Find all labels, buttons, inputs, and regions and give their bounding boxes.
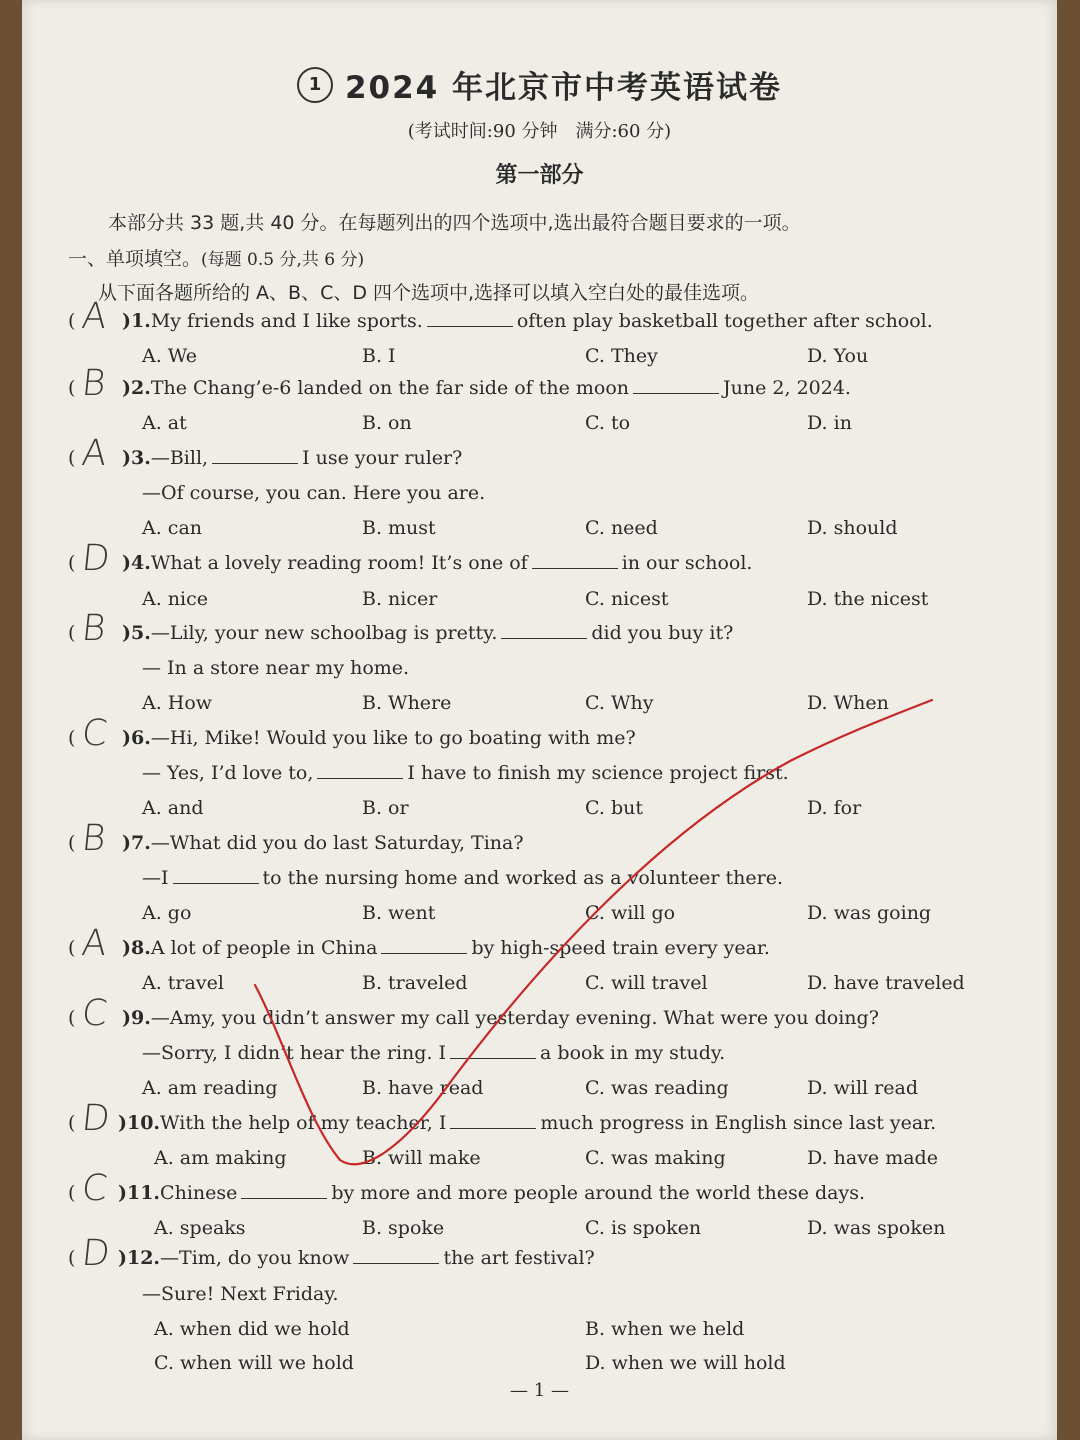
question-reply: — In a store near my home.: [142, 657, 410, 679]
option-a: A. am making: [154, 1147, 287, 1169]
handwritten-answer: B: [79, 363, 108, 404]
question-number: )3.: [122, 447, 151, 469]
option-b: B. will make: [362, 1147, 481, 1169]
option-a: A. How: [142, 692, 213, 714]
question-number: )11.: [118, 1182, 161, 1204]
option-a: A. travel: [142, 972, 224, 994]
option-c: C. will go: [585, 902, 676, 924]
question-text: —Amy, you didn’t answer my call yesterday evening. What were you doing?: [150, 1007, 879, 1029]
option-b: B. I: [362, 345, 396, 367]
option-a: A. and: [142, 797, 204, 819]
option-d: D. have traveled: [807, 972, 965, 994]
question-text: —Bill,: [150, 447, 209, 469]
question-number: )4.: [122, 552, 151, 574]
option-a: A. at: [142, 412, 187, 434]
question-number: )1.: [122, 310, 151, 332]
option-d: D. the nicest: [807, 588, 929, 610]
option-d: D. for: [807, 797, 862, 819]
option-a: A. when did we hold: [154, 1318, 350, 1340]
option-d: D. You: [807, 345, 869, 367]
question-text: My friends and I like sports.: [150, 310, 423, 332]
option-b: B. nicer: [362, 588, 438, 610]
option-d: D. should: [807, 517, 898, 539]
question-text: the art festival?: [443, 1247, 595, 1269]
answer-paren-open: (: [68, 937, 76, 959]
question-text: much progress in English since last year.: [540, 1112, 937, 1134]
handwritten-answer: D: [79, 1098, 112, 1139]
exam-info: (考试时间:90 分钟 满分:60 分): [407, 121, 672, 142]
answer-paren-open: (: [68, 1247, 76, 1269]
question-text: to the nursing home and worked as a volunteer there.: [262, 867, 784, 889]
question-number: )8.: [122, 937, 151, 959]
option-b: B. on: [362, 412, 412, 434]
answer-paren-open: (: [68, 622, 76, 644]
answer-paren-open: (: [68, 310, 76, 332]
section-points: (每题 0.5 分,共 6 分): [201, 250, 365, 270]
option-a: A. go: [142, 902, 192, 924]
question-text: —I: [142, 867, 169, 889]
question-text: What a lovely reading room! It’s one of: [150, 552, 528, 574]
question-text: a book in my study.: [540, 1042, 726, 1064]
option-b: B. when we held: [585, 1318, 745, 1340]
page-title: 2024 年北京市中考英语试卷: [344, 70, 783, 106]
answer-paren-open: (: [68, 447, 76, 469]
answer-paren-open: (: [68, 832, 76, 854]
question-text: June 2, 2024.: [723, 377, 851, 399]
option-a: A. can: [142, 517, 203, 539]
exam-page: [22, 0, 1057, 1440]
handwritten-answer: C: [79, 993, 110, 1034]
question-number: )2.: [122, 377, 151, 399]
option-c: C. They: [585, 345, 658, 367]
page-content: [22, 0, 1057, 1440]
part-intro: 本部分共 33 题,共 40 分。在每题列出的四个选项中,选出最符合题目要求的一项。: [108, 212, 801, 234]
question-reply: —Of course, you can. Here you are.: [142, 482, 486, 504]
question-text: by high-speed train every year.: [471, 937, 770, 959]
option-b: B. have read: [362, 1077, 484, 1099]
question-text: I use your ruler?: [302, 447, 463, 469]
red-check-mark: [22, 0, 1057, 1440]
option-a: A. am reading: [142, 1077, 278, 1099]
option-b: B. must: [362, 517, 436, 539]
handwritten-answer: C: [79, 1168, 110, 1209]
option-d: D. was spoken: [807, 1217, 946, 1239]
handwritten-answer: B: [79, 818, 108, 859]
question-text: With the help of my teacher, I: [160, 1112, 447, 1134]
option-c: C. was making: [585, 1147, 726, 1169]
option-c: C. when will we hold: [154, 1352, 354, 1374]
question-text: —Lily, your new schoolbag is pretty.: [150, 622, 498, 644]
question-text: The Chang’e-6 landed on the far side of the moon: [150, 377, 630, 399]
question-reply: —Sure! Next Friday.: [142, 1283, 339, 1305]
option-c: C. need: [585, 517, 658, 539]
option-b: B. traveled: [362, 972, 468, 994]
question-text: —Tim, do you know: [160, 1247, 350, 1269]
answer-paren-open: (: [68, 727, 76, 749]
question-number: )7.: [122, 832, 151, 854]
question-number: )9.: [122, 1007, 151, 1029]
option-c: C. nicest: [585, 588, 669, 610]
option-c: C. but: [585, 797, 643, 819]
handwritten-answer: B: [79, 608, 108, 649]
question-text: A lot of people in China: [150, 937, 378, 959]
paper-number-badge: 1: [297, 67, 333, 103]
option-a: A. nice: [142, 588, 208, 610]
question-text: Chinese: [160, 1182, 238, 1204]
option-b: B. or: [362, 797, 409, 819]
option-d: D. have made: [807, 1147, 938, 1169]
question-text: — Yes, I’d love to,: [142, 762, 314, 784]
option-d: D. in: [807, 412, 852, 434]
option-c: C. is spoken: [585, 1217, 702, 1239]
handwritten-answer: D: [79, 1233, 112, 1274]
question-text: often play basketball together after school.: [516, 310, 933, 332]
option-d: D. when we will hold: [585, 1352, 786, 1374]
handwritten-answer: A: [79, 923, 109, 964]
section-instruction: 从下面各题所给的 A、B、C、D 四个选项中,选择可以填入空白处的最佳选项。: [98, 282, 760, 304]
option-b: B. Where: [362, 692, 452, 714]
option-d: D. will read: [807, 1077, 918, 1099]
question-text: —Hi, Mike! Would you like to go boating with me?: [150, 727, 636, 749]
handwritten-answer: A: [79, 296, 109, 337]
question-text: by more and more people around the world these days.: [331, 1182, 865, 1204]
answer-paren-open: (: [68, 1007, 76, 1029]
option-c: C. Why: [585, 692, 654, 714]
option-b: B. went: [362, 902, 436, 924]
option-c: C. to: [585, 412, 631, 434]
answer-paren-open: (: [68, 552, 76, 574]
handwritten-answer: A: [79, 433, 109, 474]
option-b: B. spoke: [362, 1217, 445, 1239]
option-c: C. will travel: [585, 972, 708, 994]
option-c: C. was reading: [585, 1077, 729, 1099]
question-text: in our school.: [621, 552, 753, 574]
handwritten-answer: C: [79, 713, 110, 754]
part-heading: 第一部分: [495, 163, 584, 188]
question-text: I have to finish my science project first.: [407, 762, 789, 784]
option-d: D. When: [807, 692, 889, 714]
page-number: — 1 —: [510, 1380, 569, 1401]
question-number: )5.: [122, 622, 151, 644]
answer-paren-open: (: [68, 1112, 76, 1134]
question-number: )12.: [118, 1247, 161, 1269]
option-a: A. We: [142, 345, 198, 367]
handwritten-answer: D: [79, 538, 112, 579]
section-title: 一、单项填空。: [68, 248, 202, 270]
answer-paren-open: (: [68, 1182, 76, 1204]
question-number: )10.: [118, 1112, 161, 1134]
question-number: )6.: [122, 727, 151, 749]
question-text: —What did you do last Saturday, Tina?: [150, 832, 524, 854]
answer-paren-open: (: [68, 377, 76, 399]
option-a: A. speaks: [154, 1217, 246, 1239]
question-text: —Sorry, I didn’t hear the ring. I: [142, 1042, 447, 1064]
question-text: did you buy it?: [591, 622, 734, 644]
option-d: D. was going: [807, 902, 932, 924]
